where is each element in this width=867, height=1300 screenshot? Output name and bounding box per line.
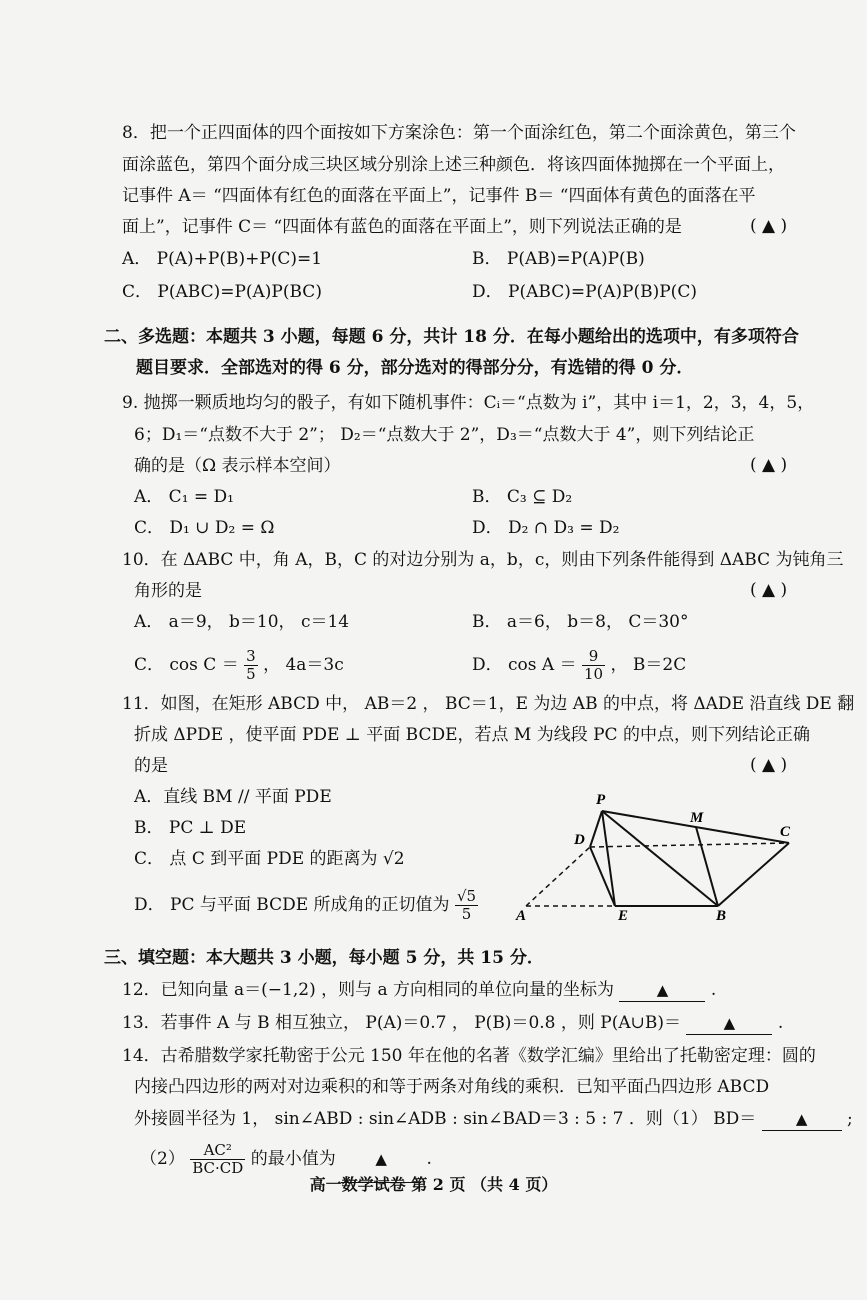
q8-option-c: C． P(ABC)=P(A)P(BC) [122, 282, 322, 302]
q10-option-c-den: 5 [246, 665, 256, 683]
label-m: M [690, 810, 704, 826]
label-c: C [780, 824, 791, 840]
q10-option-c-prefix: C． cos C ＝ [134, 655, 239, 675]
q13 [122, 1012, 783, 1035]
q14-part2-prefix: （2） [140, 1149, 185, 1169]
q11-line1: 11．如图，在矩形 ABCD 中， AB＝2 ， BC＝1，E 为边 AB 的中点，将 ΔADE 沿直线 DE 翻 [122, 694, 855, 714]
q10-option-b: B． a＝6， b＝8， C＝30° [472, 612, 689, 632]
q10-line2: 角形的是 [134, 581, 202, 601]
q10-option-c-fraction [244, 648, 258, 683]
q10-option-c-num: 3 [246, 647, 256, 665]
q13-end: . [777, 1013, 784, 1033]
q9-option-c: C． D₁ ∪ D₂ = Ω [134, 518, 275, 538]
q14-fraction-den: BC·CD [192, 1159, 244, 1177]
q10-line1: 10．在 ΔABC 中，角 A，B，C 的对边分别为 a，b，c，则由下列条件能得到 ΔABC 为钝角三 [122, 550, 844, 570]
q9-option-a: A． C₁ = D₁ [134, 487, 234, 507]
q8-answer-mark: ( ▲ ) [750, 216, 788, 236]
q9-option-d: D． D₂ ∩ D₃ = D₂ [472, 518, 620, 538]
q11-option-d-fraction [455, 888, 478, 923]
q14-line3-text: 外接圆半径为 1， sin∠ABD : sin∠ADB : sin∠BAD＝3 : 5 : 7 ．则（1） BD＝ [134, 1109, 757, 1129]
q10-answer-mark: ( ▲ ) [750, 580, 788, 600]
q9-line1: 9. 抛掷一颗质地均匀的骰子，有如下随机事件：Cᵢ＝“点数为 i”，其中 i＝1，2，3，4，5， [122, 393, 815, 413]
q8-line2: 面涂蓝色，第四个面分成三块区域分别涂上述三种颜色．将该四面体抛掷在一个平面上， [122, 155, 785, 175]
q8-line1: 8．把一个正四面体的四个面按如下方案涂色：第一个面涂红色，第二个面涂黄色，第三个 [122, 123, 796, 143]
q12-end: . [710, 980, 717, 1000]
q10-option-c [134, 645, 344, 685]
q14-line1: 14．古希腊数学家托勒密于公元 150 年在他的名著《数学汇编》里给出了托勒密定理：圆的 [122, 1046, 816, 1066]
label-p: P [596, 792, 606, 808]
q10-option-d [472, 645, 686, 685]
edge-mb [696, 827, 718, 906]
q14-part2-text: 的最小值为 [250, 1149, 336, 1169]
q10-option-d-prefix: D． cos A ＝ [472, 655, 577, 675]
label-d: D [574, 832, 585, 848]
q9-option-b: B． C₃ ⊆ D₂ [472, 487, 573, 507]
q11-option-d-den: 5 [461, 905, 472, 923]
q9-answer-mark: ( ▲ ) [750, 455, 788, 475]
q9-line2: 6；D₁＝“点数不大于 2”； D₂＝“点数大于 2”，D₃＝“点数大于 4”，则下列结论正 [134, 425, 755, 445]
q8-line3: 记事件 A＝ “四面体有红色的面落在平面上”，记事件 B＝ “四面体有黄色的面落在平 [122, 186, 756, 206]
q14-end1: ; [847, 1109, 853, 1129]
q8-line4: 面上”，记事件 C＝ “四面体有蓝色的面落在平面上”，则下列说法正确的是 [122, 217, 682, 237]
q11-option-d-prefix: D． PC 与平面 BCDE 所成角的正切值为 [134, 895, 450, 915]
q14-answer-blank-1[interactable]: ▲ [762, 1108, 842, 1131]
q13-answer-blank[interactable]: ▲ [686, 1012, 772, 1035]
q14-fraction-num: AC² [190, 1142, 245, 1160]
q10-option-a: A． a＝9， b＝10， c＝14 [134, 612, 350, 632]
q12-answer-blank[interactable]: ▲ [619, 979, 705, 1002]
section2-heading-line2: 题目要求．全部选对的得 6 分，部分选对的得部分分，有选错的得 0 分． [136, 358, 694, 378]
q10-option-d-num: 9 [582, 648, 605, 666]
q10-option-d-den: 10 [584, 665, 604, 683]
edge-dc-dashed [590, 843, 789, 847]
q10-option-c-suffix: ， 4a＝3c [263, 655, 344, 675]
q14-line3 [134, 1108, 853, 1131]
section3-heading: 三、填空题：本大题共 3 小题，每小题 5 分，共 15 分． [104, 948, 544, 968]
q10-option-d-fraction [582, 648, 605, 683]
q14-end2: . [426, 1149, 432, 1169]
q14-answer-blank-2[interactable]: ▲ [341, 1136, 421, 1183]
label-a: A [516, 908, 527, 924]
q11-option-d-num: √5 [456, 887, 477, 905]
q12-text: 12．已知向量 a＝(−1,2) ，则与 a 方向相同的单位向量的坐标为 [122, 980, 615, 1000]
q8-option-a: A． P(A)+P(B)+P(C)=1 [122, 249, 323, 269]
q11-option-d [134, 885, 478, 925]
section2-heading-line1: 二、多选题：本题共 3 小题，每题 6 分，共计 18 分．在每小题给出的选项中，有多项符合 [104, 327, 799, 347]
edge-bc [718, 843, 789, 906]
q8-option-d: D． P(ABC)=P(A)P(B)P(C) [472, 282, 697, 302]
label-b: B [716, 908, 727, 924]
q9-line3: 确的是（Ω 表示样本空间） [134, 456, 341, 476]
q8-option-b: B． P(AB)=P(A)P(B) [472, 249, 645, 269]
q14-line2: 内接凸四边形的两对对边乘积的和等于两条对角线的乘积．已知平面凸四边形 ABCD [134, 1077, 770, 1097]
page-footer: 高一数学试卷 第 2 页 （共 4 页） [309, 1175, 558, 1194]
q11-figure [500, 780, 810, 930]
edge-pd [590, 811, 602, 847]
q11-option-b: B． PC ⊥ DE [134, 818, 247, 838]
q12 [122, 979, 716, 1002]
q13-text: 13．若事件 A 与 B 相互独立， P(A)＝0.7 ， P(B)＝0.8 ，则 P(A∪B)＝ [122, 1013, 681, 1033]
q11-option-a: A．直线 BM // 平面 PDE [134, 787, 332, 807]
q11-option-c: C． 点 C 到平面 PDE 的距离为 √2 [134, 849, 405, 869]
q11-answer-mark: ( ▲ ) [750, 755, 788, 775]
q11-line3: 的是 [134, 756, 168, 776]
q10-option-d-suffix: ， B＝2C [610, 655, 687, 675]
label-e: E [618, 908, 629, 924]
q11-line2: 折成 ΔPDE ，使平面 PDE ⊥ 平面 BCDE，若点 M 为线段 PC 的中点，则下列结论正确 [134, 725, 810, 745]
edge-ad-dashed [526, 847, 590, 906]
